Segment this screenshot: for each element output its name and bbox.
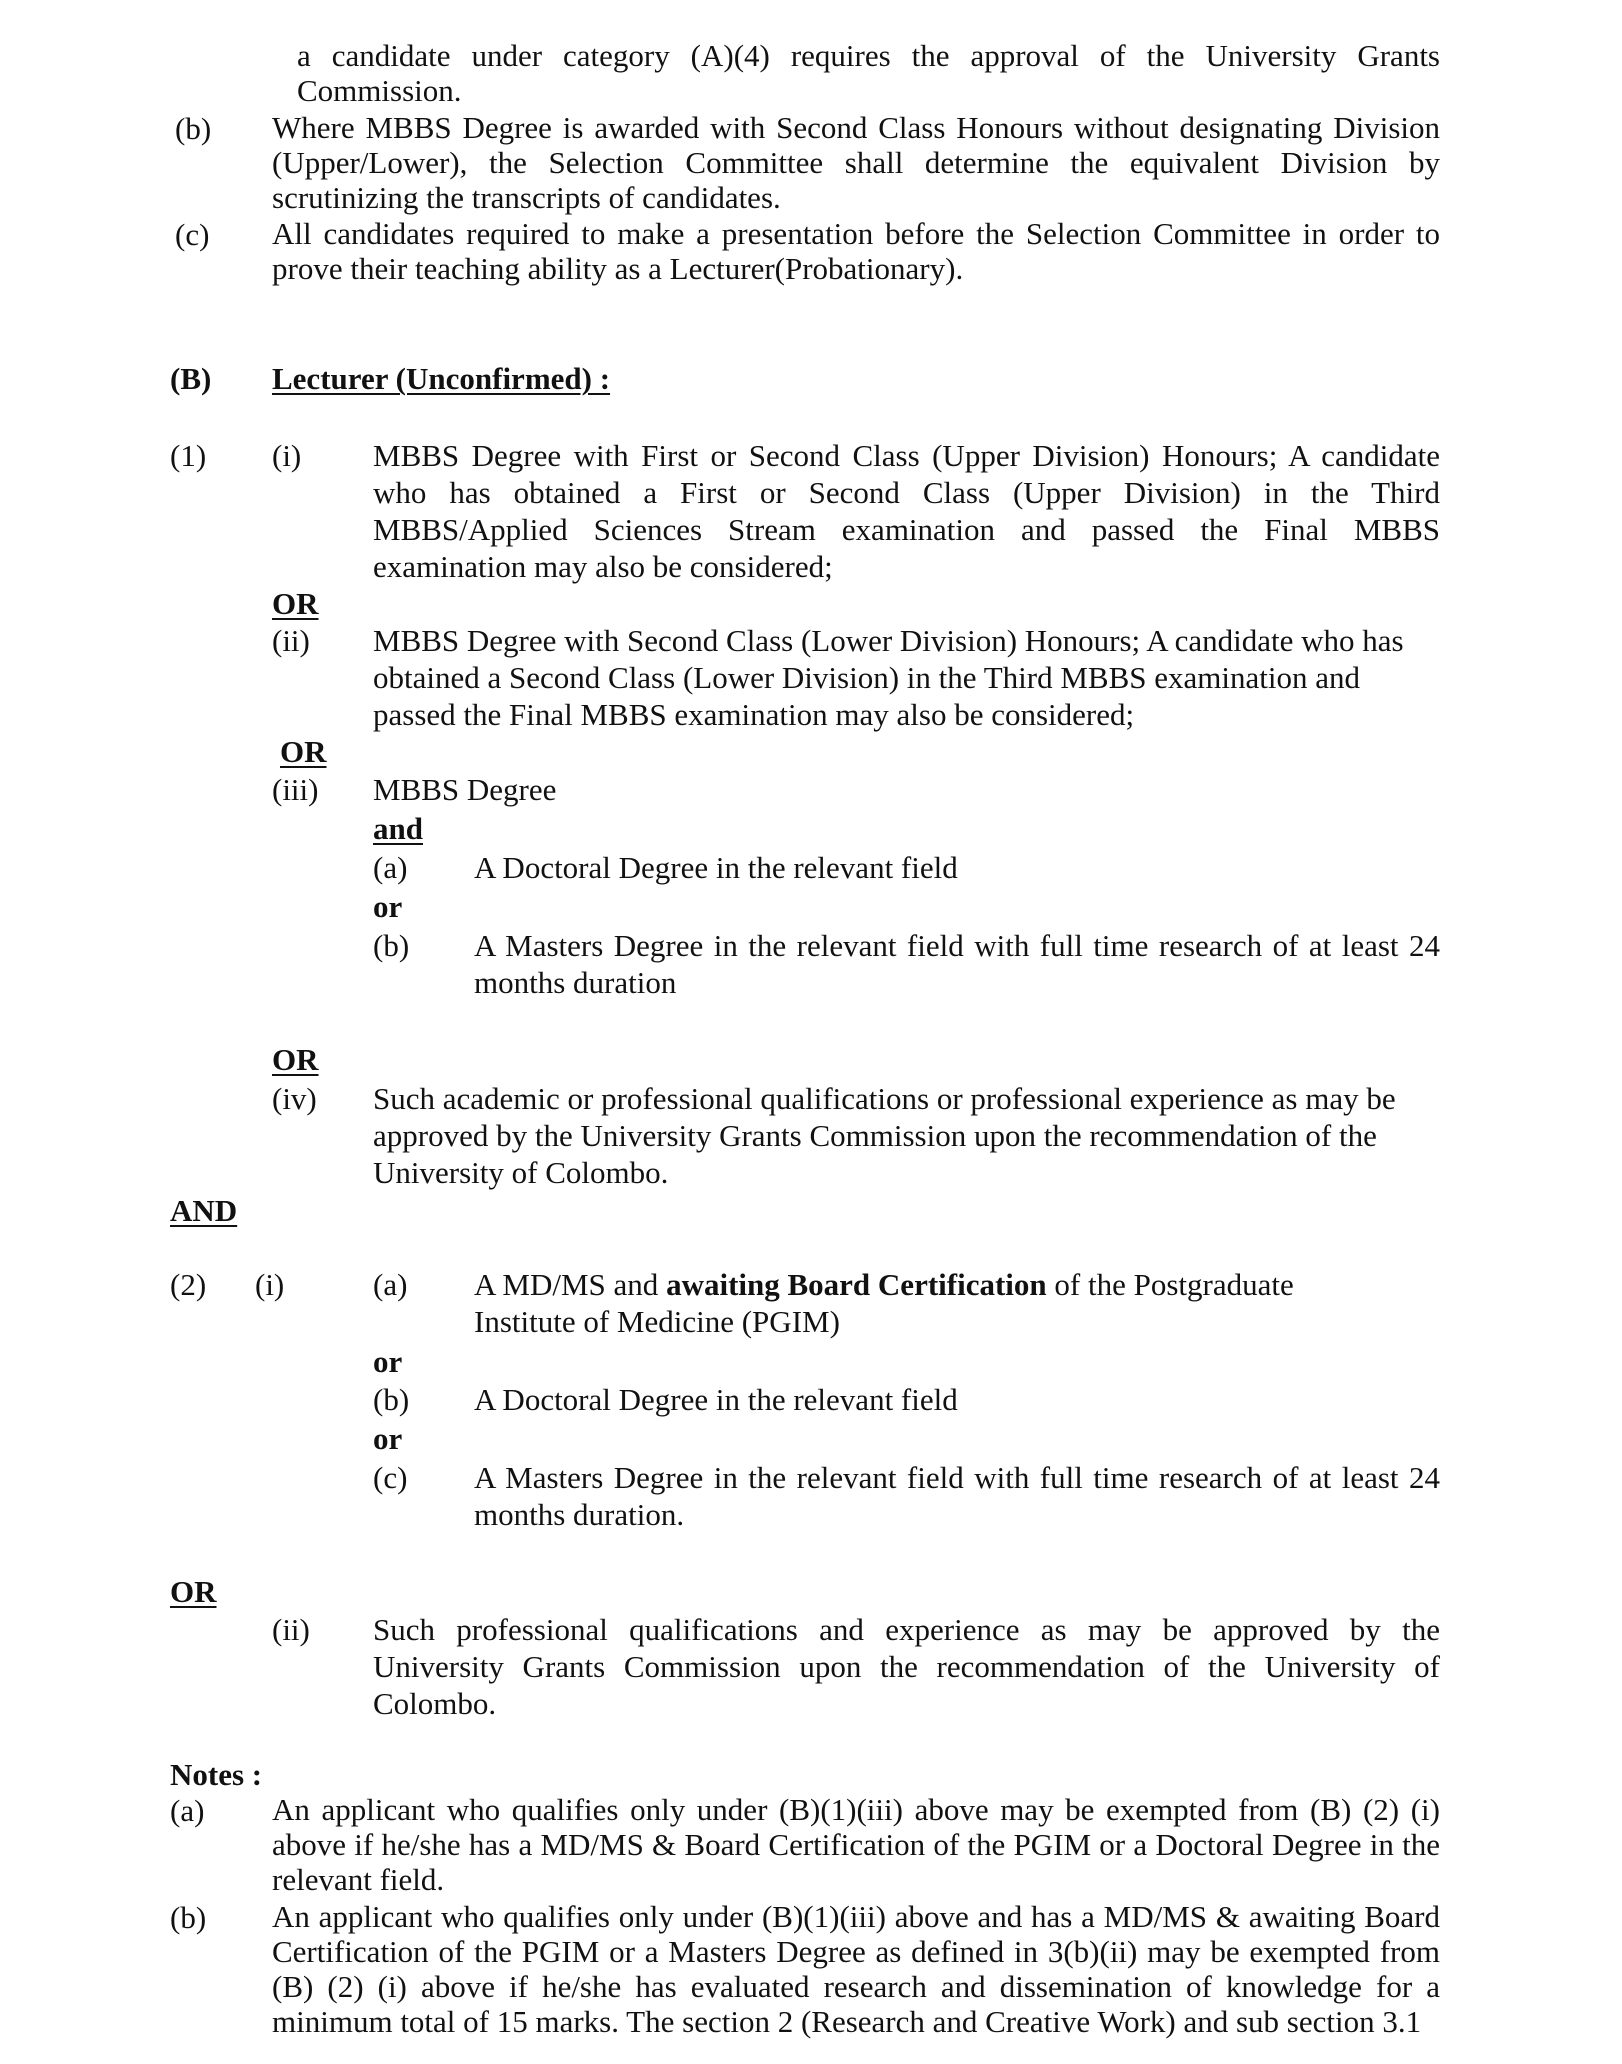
section-label: (B)	[170, 361, 212, 396]
part1-i-text: MBBS Degree with First or Second Class (Upper Division) Honours; A candidate who has obtained a First or Second Class (Upper Division) in the Third MBBS/Applied Sciences Stream examination and passed the Final MBBS examination may also be considered;	[373, 438, 1440, 584]
part1-ii-text: MBBS Degree with Second Class (Lower Division) Honours; A candidate who has obtained a Second Class (Lower Division) in the Third MBBS examination and passed the Final MBBS examination may also be considered;	[373, 623, 1404, 732]
continuation-text: a candidate under category (A)(4) requires the approval of the University Grants Commission.	[297, 38, 1440, 108]
or-connector: or	[373, 1344, 403, 1379]
part1-i-label: (i)	[272, 438, 302, 473]
item-text-c: All candidates required to make a presentation before the Selection Committee in order to prove their teaching ability as a Lecturer(Probationary).	[272, 216, 1440, 286]
or-main: OR	[170, 1574, 217, 1609]
item-label-b: (b)	[175, 111, 212, 146]
part1-a-label: (a)	[373, 850, 408, 885]
or-connector: or	[373, 889, 403, 924]
part2-c-label: (c)	[373, 1460, 408, 1495]
part2-i-label: (i)	[255, 1267, 285, 1302]
note-b-text: An applicant who qualifies only under (B)(1)(iii) above and has a MD/MS & awaiting Board Certification of the PGIM or a Masters Degree as defined in 3(b)(ii) may be exempted from (B) (2) (i) above if he/she has evaluated research and dissemination of knowledge for a minimum total of 15 marks. The section 2 (Research and Creative Work) and sub section 3.1	[272, 1899, 1440, 2039]
item-text-b: Where MBBS Degree is awarded with Second Class Honours without designating Division (Upper/Lower), the Selection Committee shall determine the equivalent Division by scrutinizing the transcripts of candidates.	[272, 110, 1440, 215]
part2-b-label: (b)	[373, 1382, 410, 1417]
part1-iii-label: (iii)	[272, 772, 319, 807]
part2-label: (2)	[170, 1267, 207, 1302]
part1-iv-label: (iv)	[272, 1081, 317, 1116]
part1-iv-text: Such academic or professional qualifications or professional experience as may be approved by the University Grants Commission upon the recommendation of the University of Colombo.	[373, 1081, 1396, 1190]
and-main: AND	[170, 1193, 238, 1228]
part2-ii-text: Such professional qualifications and experience as may be approved by the University Grants Commission upon the recommendation of the University of Colombo.	[373, 1612, 1440, 1721]
part1-ii-label: (ii)	[272, 623, 310, 658]
or-separator: OR	[272, 1042, 319, 1077]
or-connector: or	[373, 1421, 403, 1456]
note-a-text: An applicant who qualifies only under (B)(1)(iii) above may be exempted from (B) (2) (i) above if he/she has a MD/MS & Board Certification of the PGIM or a Doctoral Degree in the relevant field.	[272, 1792, 1440, 1897]
part2-a-text: A MD/MS and awaiting Board Certification of the Postgraduate Institute of Medicine (PGIM)	[474, 1267, 1294, 1339]
part2-ii-label: (ii)	[272, 1612, 310, 1647]
or-separator: OR	[280, 734, 327, 769]
part1-b-label: (b)	[373, 928, 410, 963]
item-label-c: (c)	[175, 217, 210, 252]
part1-a-text: A Doctoral Degree in the relevant field	[474, 850, 958, 885]
part2-c-text: A Masters Degree in the relevant field with full time research of at least 24 months duration.	[474, 1460, 1440, 1532]
notes-title: Notes :	[170, 1757, 263, 1792]
part2-b-text: A Doctoral Degree in the relevant field	[474, 1382, 958, 1417]
or-separator: OR	[272, 586, 319, 621]
section-title: Lecturer (Unconfirmed) :	[272, 361, 611, 396]
part1-label: (1)	[170, 438, 207, 473]
part1-iii-text: MBBS Degree	[373, 772, 557, 807]
note-b-label: (b)	[170, 1900, 207, 1935]
part1-b-text: A Masters Degree in the relevant field with full time research of at least 24 months duration	[474, 928, 1440, 1000]
and-connector: and	[373, 811, 423, 846]
part2-a-label: (a)	[373, 1267, 408, 1302]
note-a-label: (a)	[170, 1793, 205, 1828]
